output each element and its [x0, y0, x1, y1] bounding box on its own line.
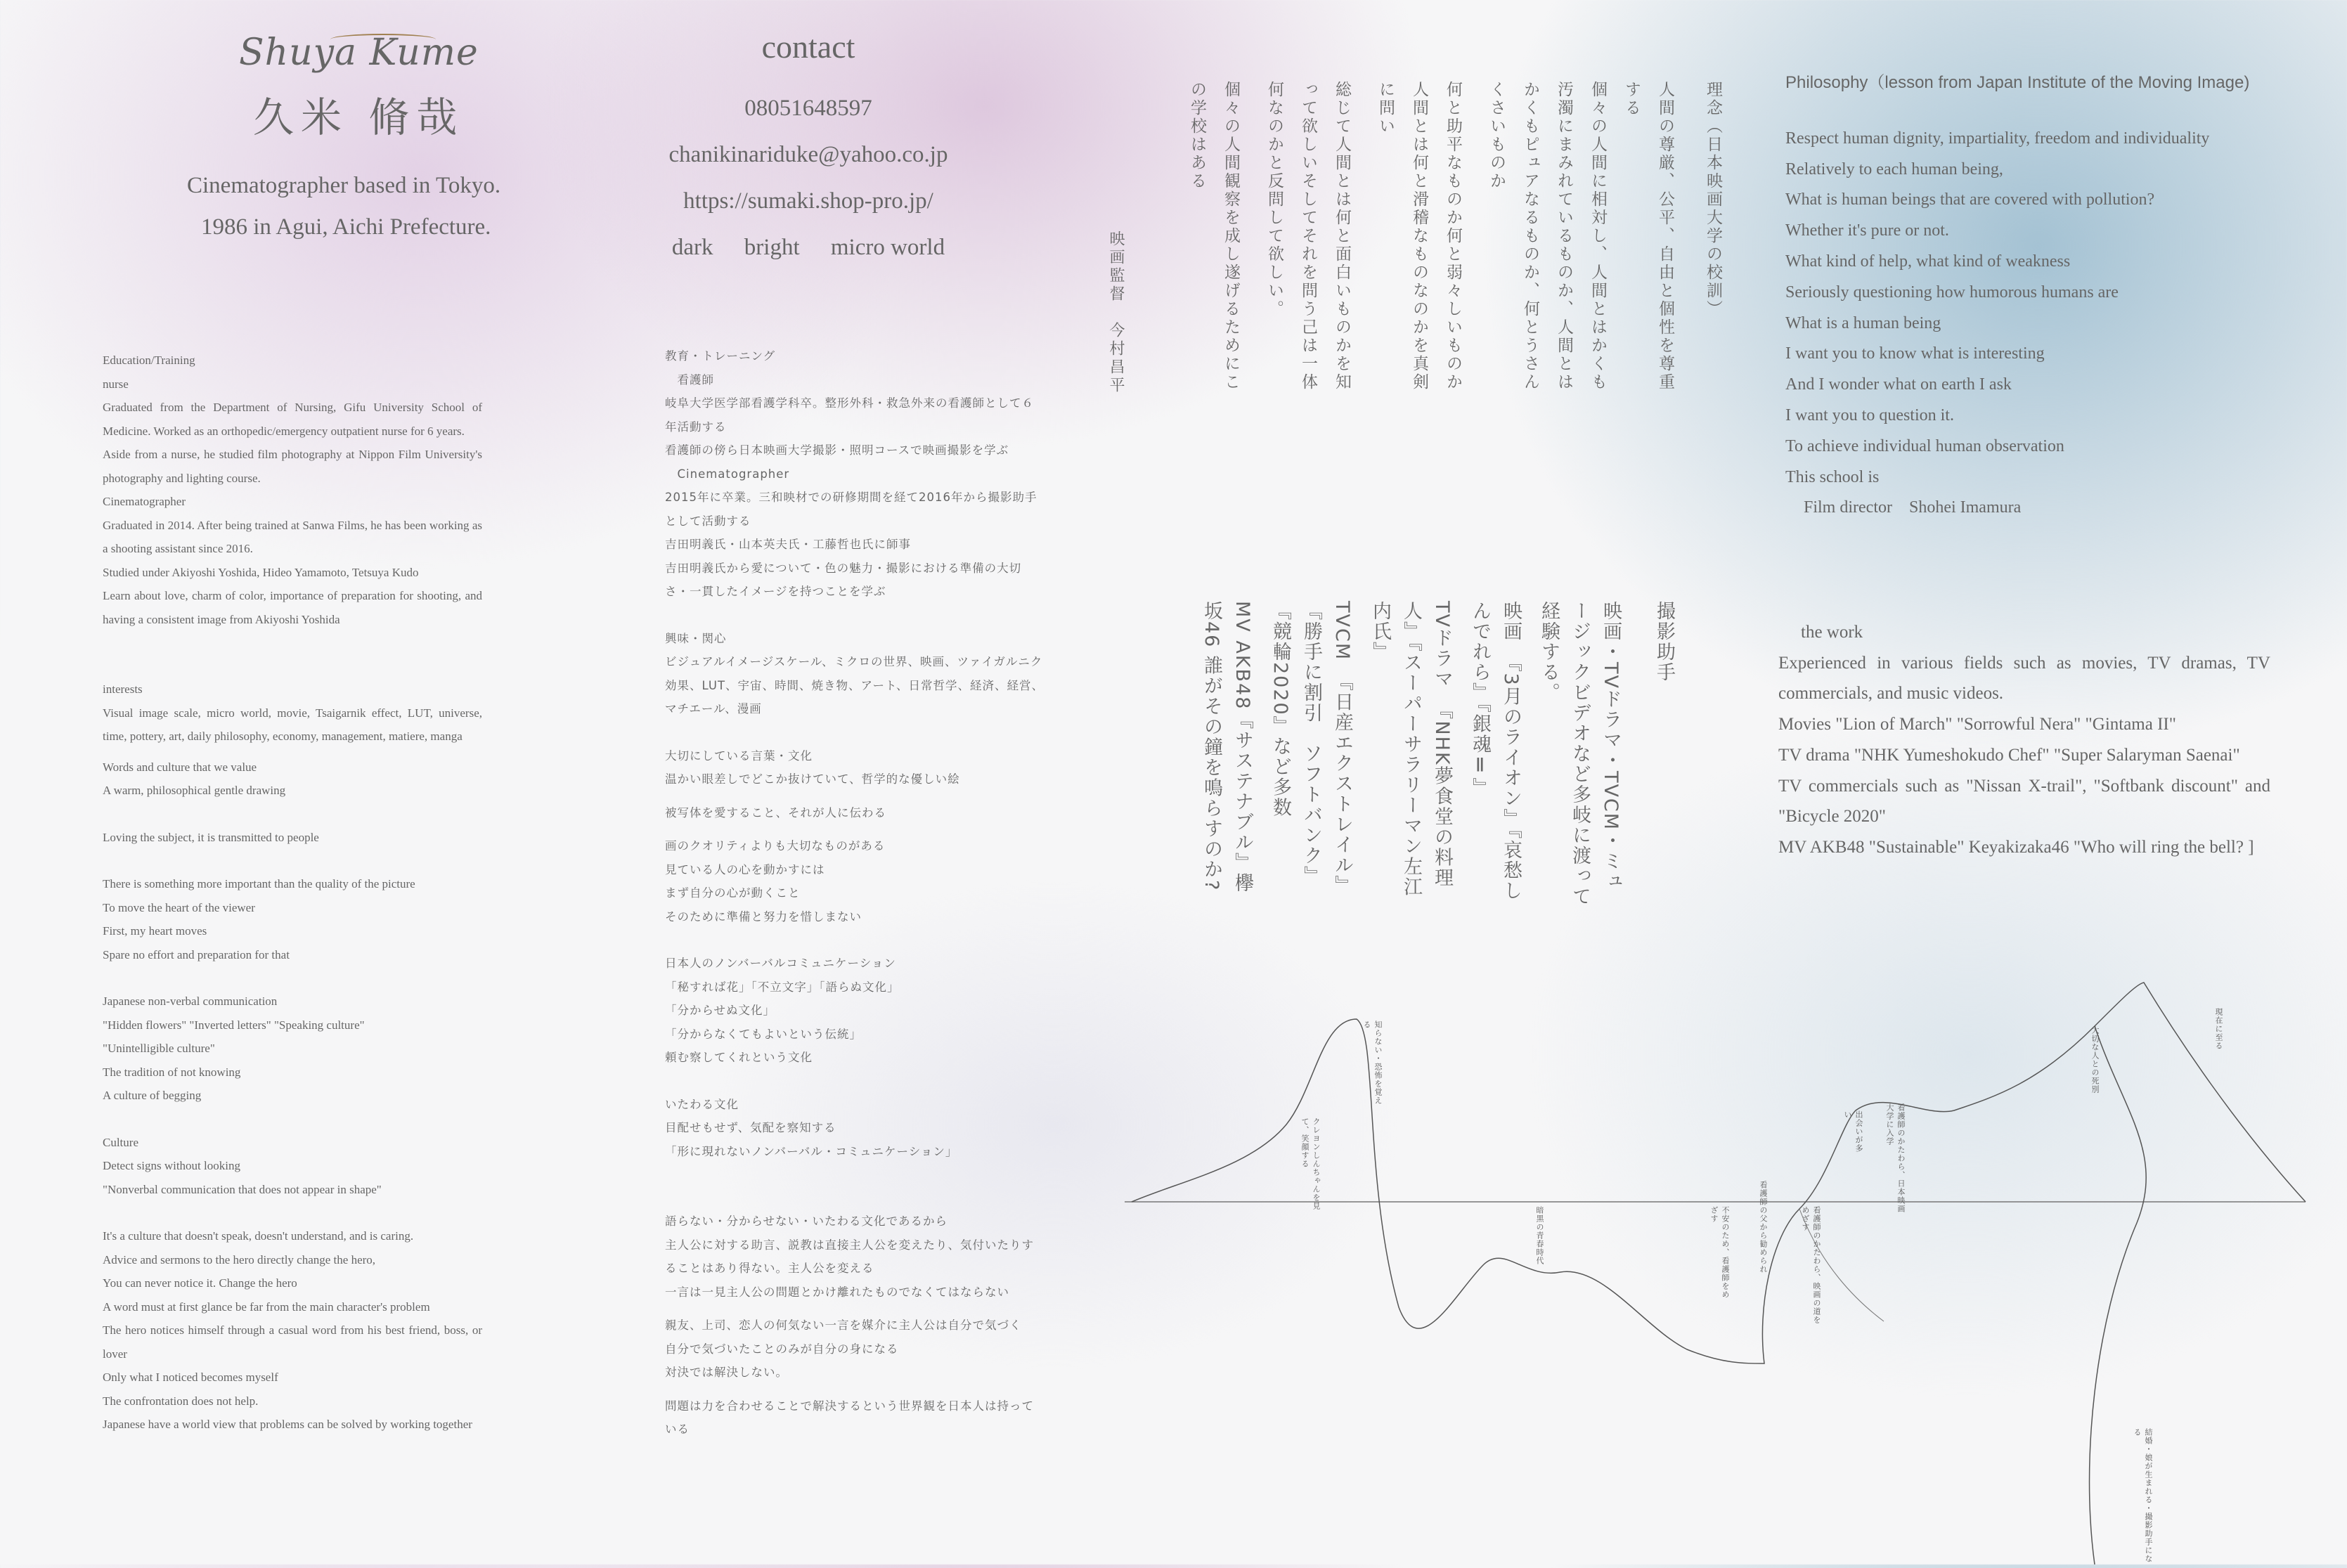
- closing-line: Advice and sermons to the hero directly change the hero,: [103, 1252, 376, 1266]
- values-heading-jp: 大切にしている言葉・文化: [665, 749, 813, 763]
- heart-line: First, my heart moves: [103, 924, 207, 938]
- link-micro-world[interactable]: micro world: [830, 235, 945, 260]
- closing-line: You can never notice it. Change the hero: [103, 1276, 297, 1290]
- edu-line: Graduated from the Department of Nursing, Gifu University School of Medicine. Worked as an orthopedic/emergency outpatient nurse for 6 years.: [103, 401, 482, 438]
- philosophy-line-jp: 人間の尊厳、公平、自由と個性を尊重する: [1622, 81, 1674, 391]
- nonverbal-line-jp: 「分からせぬ文化」: [665, 1004, 776, 1017]
- signature: Shuya Kume: [239, 32, 479, 74]
- graph-label: 看護師の父から勧められ: [1759, 1181, 1768, 1274]
- nonverbal-line: "Unintelligible culture": [103, 1042, 215, 1055]
- philosophy-line-jp: 個々の人間観察を成し遂げるためにこの学校はある: [1188, 81, 1240, 391]
- career-title-jp: 撮影助手: [1653, 601, 1675, 682]
- edu-nurse: nurse: [103, 377, 129, 391]
- life-graph: [1125, 970, 2347, 1564]
- edu-line-jp: 2015年に卒業。三和映材での研修期間を経て2016年から撮影助手として活動する: [665, 491, 1037, 528]
- philosophy-title-en: Philosophy（lesson from Japan Institute of the Moving Image): [1785, 73, 2250, 92]
- philosophy-title-jp: 理念（日本映画大学の校訓）: [1704, 81, 1722, 318]
- contact-links: [612, 224, 1005, 271]
- work-line: TV commercials such as "Nissan X-trail", "Softbank discount" and "Bicycle 2020": [1778, 776, 2270, 827]
- heart-line: Spare no effort and preparation for that: [103, 947, 290, 961]
- edu-line: Graduated in 2014. After being trained at Sanwa Films, he has been working as a shooting assistant since 2016.: [103, 518, 482, 555]
- closing-line: A word must at first glance be far from the main character's problem: [103, 1300, 430, 1314]
- graph-label: 出会いが多い: [1843, 1110, 1863, 1153]
- career-line-jp: 映画 『3月のライオン』『哀愁しんでれら』『銀魂Ⅱ』: [1469, 601, 1522, 902]
- nonverbal-line: A culture of begging: [103, 1089, 202, 1102]
- heart-line-jp: まず自分の心が動くこと: [665, 886, 801, 900]
- nonverbal-line-jp: 頼む察してくれという文化: [665, 1051, 813, 1064]
- name-japanese: 久米 脩哉: [253, 93, 465, 141]
- nonverbal-heading-jp: 日本人のノンバーバルコミュニケーション: [665, 957, 896, 970]
- graph-label: 知らない・恐怖を覚える: [1362, 1021, 1383, 1105]
- graph-label: 看護師のかたわら、映画の道をめざす: [1801, 1206, 1821, 1324]
- work-line: Experienced in various fields such as movies, TV dramas, TV commercials, and music videos.: [1778, 653, 2270, 704]
- career-japanese: [1189, 601, 1679, 910]
- values-line-jp: 温かい眼差しでどこか抜けていて、哲学的な優しい絵: [665, 772, 960, 786]
- edu-line-jp: 吉田明義氏から愛について・色の魅力・撮影における準備の大切さ・一貫したイメージを持つことを学ぶ: [665, 561, 1022, 598]
- contact-email[interactable]: chanikinariduke@yahoo.co.jp: [668, 142, 948, 167]
- closing-line-jp: 親友、上司、恋人の何気ない一言を媒介に主人公は自分で気づく: [665, 1318, 1022, 1332]
- culture-line: "Nonverbal communication that does not appear in shape": [103, 1182, 382, 1196]
- philosophy-line-en: I want you to question it.: [1785, 406, 1954, 425]
- graph-label: 結婚・娘が生まれる・撮影助手になる: [2133, 1428, 2153, 1563]
- profile-english: [103, 349, 482, 1437]
- interests-heading-jp: 興味・関心: [665, 631, 727, 645]
- graph-label: 大切な人との死別: [2090, 1026, 2100, 1094]
- tagline: [187, 165, 500, 248]
- philosophy-line-en: Whether it's pure or not.: [1785, 221, 1949, 240]
- heart-line-jp: 画のクオリティよりも大切なものがある: [665, 839, 886, 853]
- philosophy-sign-en: Film director Shohei Imamura: [1804, 498, 2022, 517]
- tagline-line: Cinematographer based in Tokyo.: [187, 173, 501, 198]
- work-line: TV drama "NHK Yumeshokudo Chef" "Super Salaryman Saenai": [1778, 745, 2240, 765]
- closing-line: Japanese have a world view that problems can be solved by working together: [103, 1418, 472, 1431]
- work-english: [1778, 617, 2270, 863]
- link-dark[interactable]: dark: [671, 235, 713, 260]
- edu-line-jp: 岐阜大学医学部看護学科卒。整形外科・救急外来の看護師として６年活動する: [665, 396, 1034, 434]
- contact-title: contact: [761, 29, 855, 65]
- edu-line-jp: 看護師: [665, 372, 714, 387]
- contact-block: [612, 28, 1005, 271]
- philosophy-japanese: [1170, 81, 1730, 404]
- education-heading-jp: 教育・トレーニング: [665, 349, 776, 363]
- philosophy-line-en: To achieve individual human observation: [1785, 436, 2064, 455]
- philosophy-line-en: I want you to know what is interesting: [1785, 344, 2045, 363]
- subject-line-jp: 被写体を愛すること、それが人に伝わる: [665, 805, 886, 819]
- education-heading: Education/Training: [103, 354, 195, 367]
- philosophy-line-jp: 個々の人間に相対し、人間とはかくも汚濁にまみれているものか、人間とはかくもピュアなるものか、何とうさんくさいものか: [1487, 81, 1607, 391]
- edu-line: Learn about love, charm of color, importance of preparation for shooting, and having a consistent image from Akiyoshi Yoshida: [103, 589, 482, 626]
- closing-line-jp: 問題は力を合わせることで解決するという世界観を日本人は持っている: [665, 1399, 1034, 1436]
- culture-line-jp: 「形に現れないノンバーバル・コミュニケーション」: [665, 1144, 958, 1158]
- edu-line-jp: Cinematographer: [665, 467, 790, 481]
- philosophy-line-jp: 何と助平なものか何と弱々しいものか人間とは何と滑稽なものなのかを真剣に問い: [1376, 81, 1462, 391]
- career-line-jp: 映画・TVドラマ・TVCM・ミュージックビデオなど多岐に渡って経験する。: [1538, 601, 1622, 907]
- work-line: Movies "Lion of March" "Sorrowful Nera" "Gintama II": [1778, 715, 2176, 734]
- closing-line-jp: 対決では解決しない。: [665, 1366, 788, 1379]
- work-line: MV AKB48 "Sustainable" Keyakizaka46 "Who will ring the bell? ]: [1778, 837, 2254, 857]
- graph-label: 現在に至る: [2214, 1008, 2223, 1050]
- culture-line-jp: 目配せもせず、気配を察知する: [665, 1121, 836, 1134]
- culture-line: Detect signs without looking: [103, 1159, 240, 1172]
- closing-line: The confrontation does not help.: [103, 1394, 259, 1408]
- contact-url[interactable]: https://sumaki.shop-pro.jp/: [683, 188, 933, 214]
- life-graph-svg: [1125, 970, 2347, 1564]
- contact-phone[interactable]: 08051648597: [744, 96, 872, 121]
- closing-line: It's a culture that doesn't speak, doesn't understand, and is caring.: [103, 1229, 414, 1243]
- edu-line: Aside from a nurse, he studied film photography at Nippon Film University's photography and lighting course.: [103, 448, 482, 485]
- philosophy-line-en: This school is: [1785, 467, 1880, 486]
- interests-heading: interests: [103, 682, 143, 696]
- nonverbal-line: "Hidden flowers" "Inverted letters" "Speaking culture": [103, 1018, 365, 1032]
- philosophy-line-jp: 総じて人間とは何と面白いものかを知って欲しいそしてそれを問う己は一体何なのかと反問して欲しい。: [1265, 81, 1351, 391]
- closing-line: Only what I noticed becomes myself: [103, 1371, 278, 1384]
- interests-text: Visual image scale, micro world, movie, Tsaigarnik effect, LUT, universe, time, pottery, art, daily philosophy, economy, management, matiere, manga: [103, 706, 482, 743]
- subject-line: Loving the subject, it is transmitted to people: [103, 830, 319, 844]
- philosophy-line-en: Seriously questioning how humorous humans are: [1785, 283, 2119, 302]
- nonverbal-line: The tradition of not knowing: [103, 1065, 241, 1079]
- tagline-line: 1986 in Agui, Aichi Prefecture.: [201, 214, 491, 240]
- values-heading: Words and culture that we value: [103, 760, 257, 774]
- philosophy-line-en: And I wonder what on earth I ask: [1785, 375, 2012, 394]
- graph-label: 暗黒の青春時代: [1535, 1206, 1544, 1265]
- heart-line-jp: 見ている人の心を動かすには: [665, 862, 825, 876]
- career-line-jp: TVドラマ 『NHK夢食堂の料理人』『スーパーサラリーマン左江内氏』: [1369, 601, 1453, 898]
- profile-japanese: [665, 344, 1045, 1441]
- values-line: A warm, philosophical gentle drawing: [103, 784, 286, 797]
- philosophy-line-en: Respect human dignity, impartiality, freedom and individuality: [1785, 129, 2210, 148]
- signature-swash: [330, 34, 436, 45]
- closing-line-jp: 主人公に対する助言、説教は直接主人公を変えたり、気付いたりすることはあり得ない。主人公を変える: [665, 1238, 1034, 1275]
- career-line-jp: MV AKB48『サステナブル』欅坂46 誰がその鐘を鳴らすのか?: [1201, 601, 1253, 894]
- edu-line-jp: 看護師の傍ら日本映画大学撮影・照明コースで映画撮影を学ぶ: [665, 443, 1009, 457]
- closing-line-jp: 自分で気づいたことのみが自分の身になる: [665, 1342, 899, 1356]
- nonverbal-heading: Japanese non-verbal communication: [103, 994, 278, 1008]
- graph-label: 不安のため、看護師をめざす: [1709, 1206, 1730, 1299]
- philosophy-line-en: What kind of help, what kind of weakness: [1785, 252, 2071, 271]
- culture-heading-jp: いたわる文化: [665, 1097, 739, 1111]
- career-line-jp: TVCM 『日産エクストレイル』『勝手に割引 ソフトバンク』『競輪2020』など多数: [1269, 601, 1353, 896]
- closing-line-jp: 語らない・分からせない・いたわる文化であるから: [665, 1214, 948, 1228]
- closing-line-jp: 一言は一見主人公の問題とかけ離れたものでなくてはならない: [665, 1285, 1009, 1299]
- philosophy-line-en: Relatively to each human being,: [1785, 160, 2003, 179]
- interests-text-jp: ビジュアルイメージスケール、ミクロの世界、映画、ツァイガルニク効果、LUT、宇宙、時間、焼き物、アート、日常哲学、経済、経営、マチエール、漫画: [665, 655, 1045, 715]
- philosophy-english: [1785, 67, 2291, 524]
- heart-line: There is something more important than the quality of the picture: [103, 877, 415, 890]
- nonverbal-line-jp: 「分からなくてもよいという伝統」: [665, 1027, 862, 1041]
- nonverbal-line-jp: 「秘すれば花」「不立文字」「語らぬ文化」: [665, 980, 900, 994]
- heart-line: To move the heart of the viewer: [103, 900, 255, 914]
- heart-line-jp: そのために準備と努力を惜しまない: [665, 909, 862, 924]
- graph-label: クレヨンしんちゃんを見て、笑顔する: [1300, 1117, 1321, 1210]
- work-title: the work: [1801, 623, 1863, 642]
- philosophy-line-en: What is human beings that are covered with pollution?: [1785, 190, 2155, 209]
- link-bright[interactable]: bright: [744, 235, 800, 260]
- graph-label: 看護師のかたわら、日本映画大学に入学: [1885, 1103, 1906, 1213]
- edu-line-jp: 吉田明義氏・山本英夫氏・工藤哲也氏に師事: [665, 538, 911, 551]
- edu-line: Studied under Akiyoshi Yoshida, Hideo Yamamoto, Tetsuya Kudo: [103, 565, 419, 579]
- philosophy-line-en: What is a human being: [1785, 313, 1941, 332]
- culture-heading: Culture: [103, 1135, 138, 1149]
- philosophy-sign-jp: 映画監督 今村昌平: [1107, 231, 1125, 395]
- closing-line: The hero notices himself through a casual word from his best friend, boss, or lover: [103, 1323, 482, 1361]
- edu-cinematographer: Cinematographer: [103, 495, 186, 508]
